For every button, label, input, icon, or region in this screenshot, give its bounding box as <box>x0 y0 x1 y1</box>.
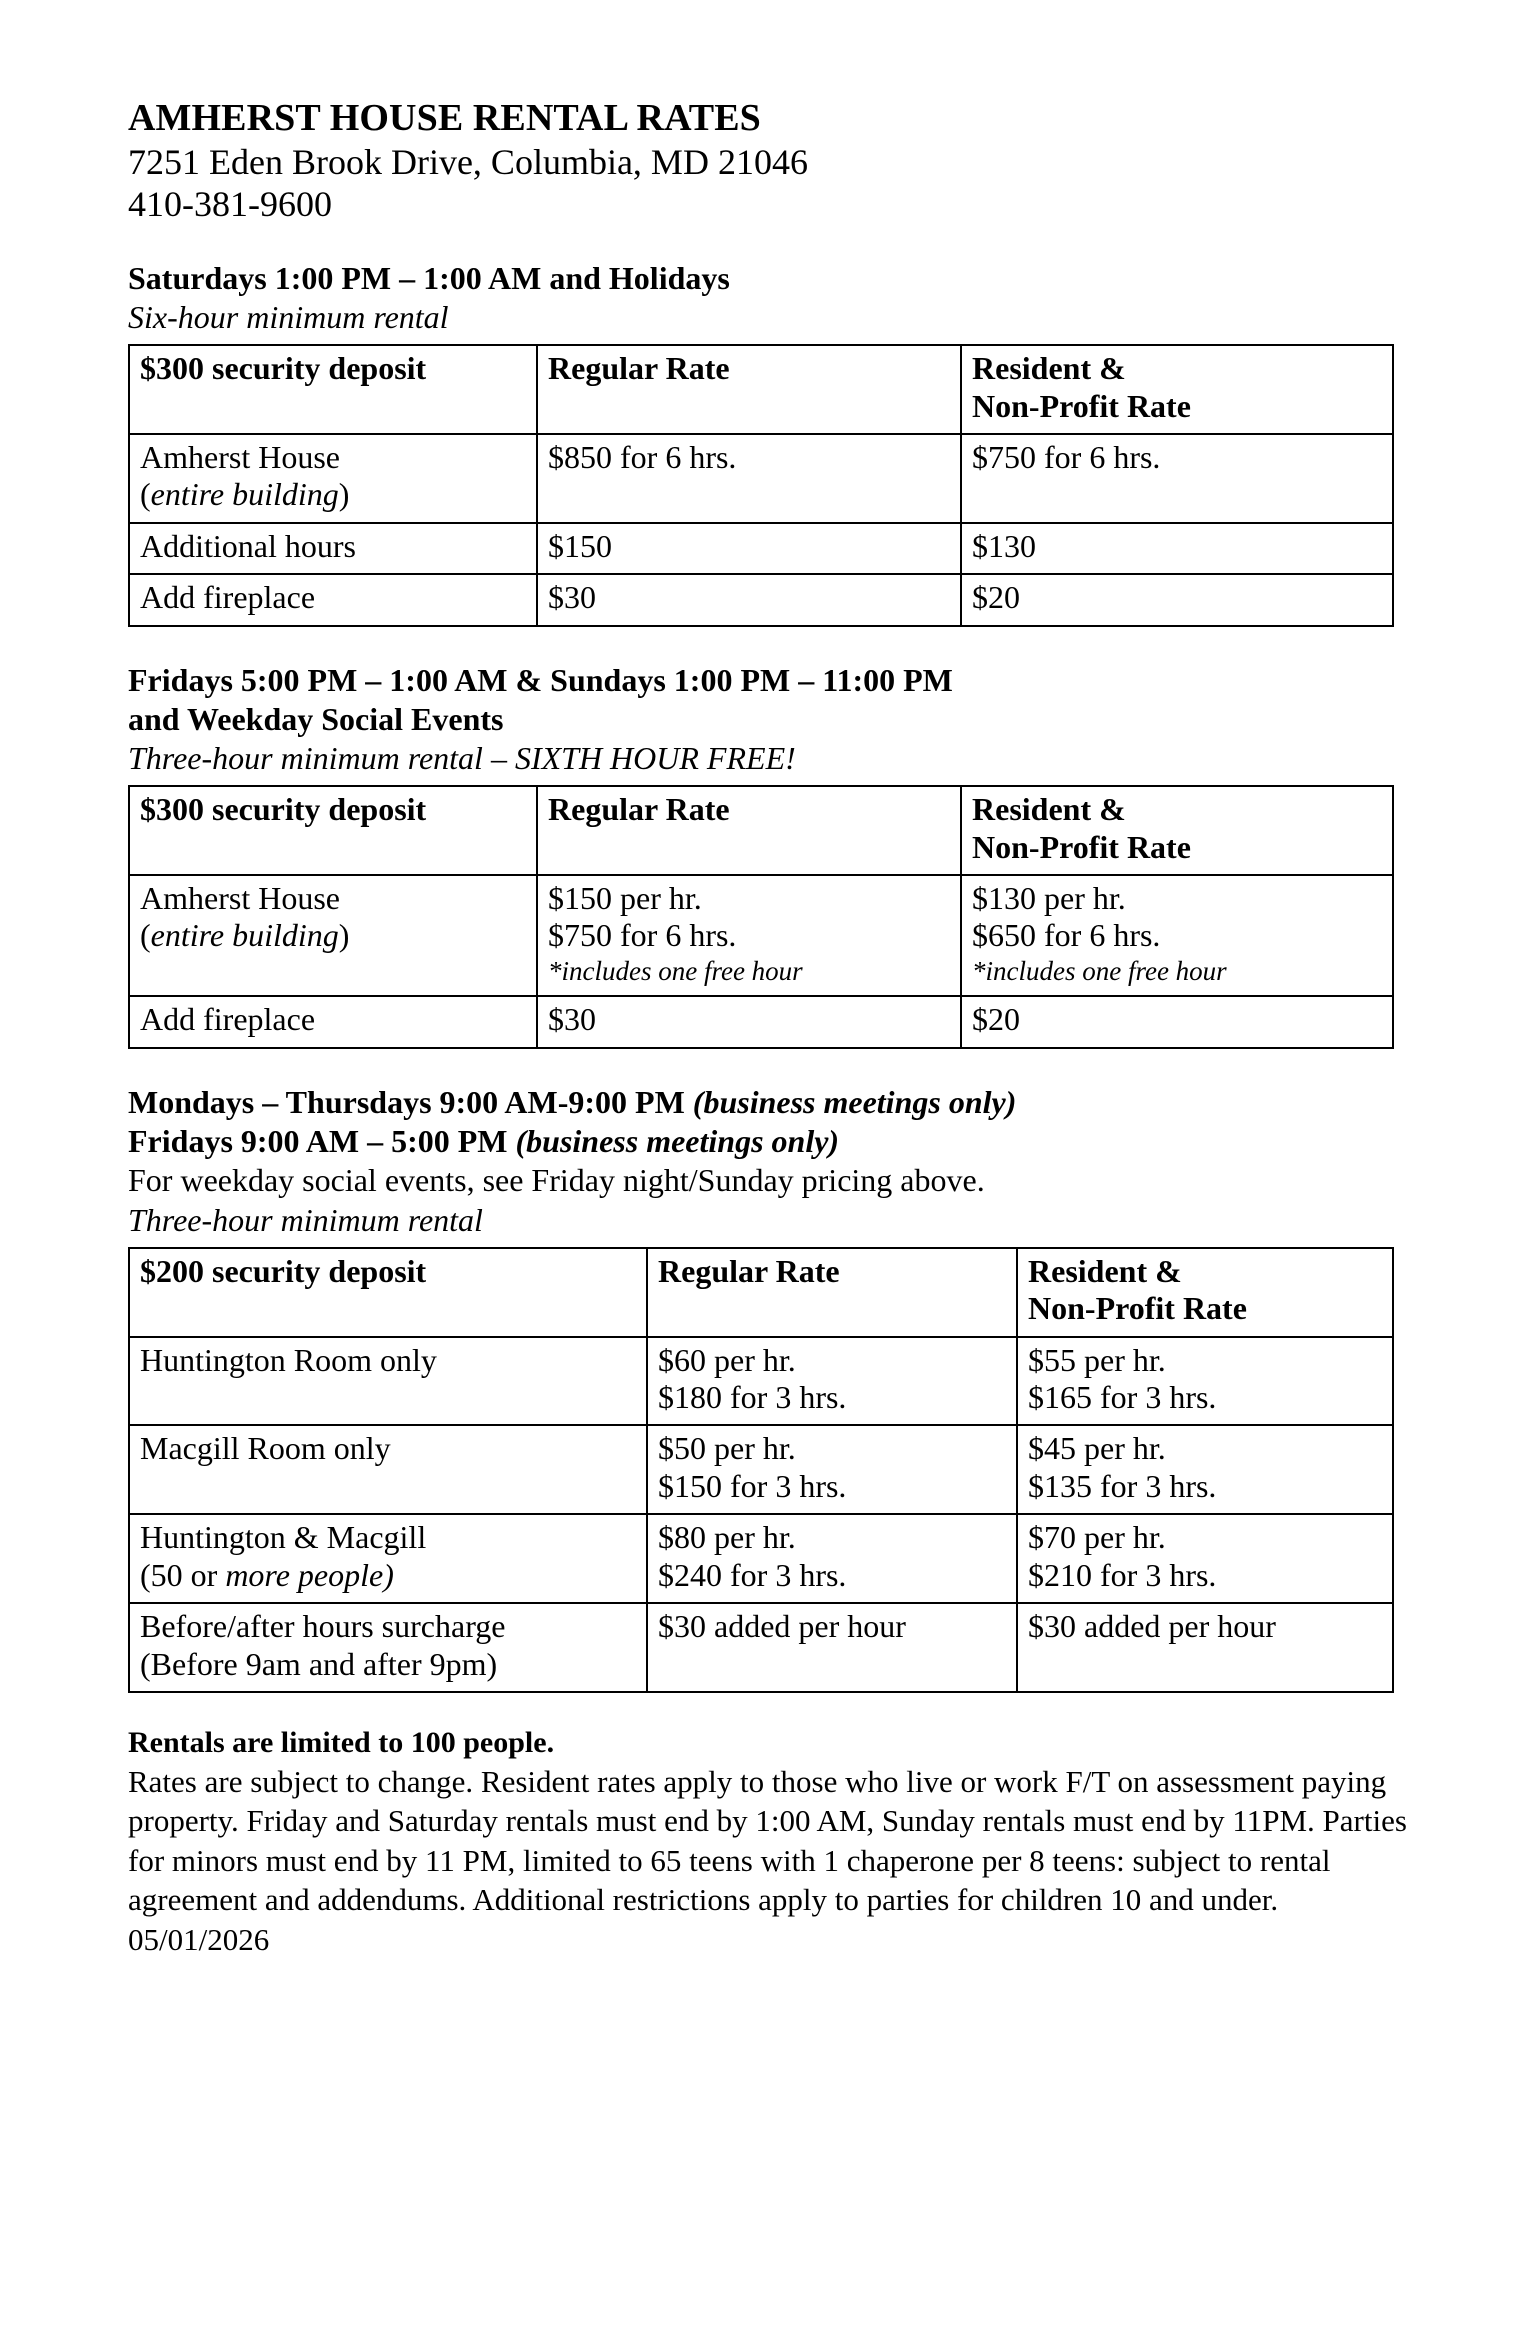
cell-regular-rate <box>647 1337 1017 1426</box>
table-row <box>129 1425 1393 1514</box>
cell-regular-line1: $60 per hr. <box>658 1341 796 1378</box>
cell-resident-line2: $135 for 3 hrs. <box>1028 1467 1217 1504</box>
heading-mon-thu-italic: (business meetings only) <box>692 1083 1017 1120</box>
section-heading-fridays-line2: and Weekday Social Events <box>128 701 504 738</box>
row-label-line2: (entire building) <box>140 917 350 954</box>
table-row <box>129 1603 1393 1692</box>
row-label-line1: Amherst House <box>140 438 340 475</box>
table-row <box>129 1514 1393 1603</box>
header-resident-line1: Resident & <box>972 350 1126 387</box>
rates-table-saturdays <box>128 344 1394 627</box>
row-label-amherst-house <box>129 875 537 996</box>
table-header-row <box>129 1248 1393 1337</box>
cell-regular-line2: $240 for 3 hrs. <box>658 1556 847 1593</box>
header-security-deposit: $300 security deposit <box>129 786 537 875</box>
section-heading-mon-thu <box>128 1083 1412 1122</box>
heading-fri-bold: Fridays 9:00 AM – 5:00 PM <box>128 1123 516 1160</box>
section-heading-fridays-line1: Fridays 5:00 PM – 1:00 AM & Sundays 1:00 PM – 11:00 PM <box>128 661 953 698</box>
cell-resident-line1: $45 per hr. <box>1028 1430 1166 1467</box>
cell-resident-rate: $20 <box>961 996 1393 1047</box>
cell-regular-rate: $30 <box>537 996 961 1047</box>
cell-regular-rate: $30 <box>537 574 961 625</box>
table-row <box>129 875 1393 996</box>
row-label-line1: Huntington & Macgill <box>140 1519 427 1556</box>
cell-resident-rate <box>961 434 1393 523</box>
header-security-deposit: $300 security deposit <box>129 345 537 434</box>
row-label-line2-italic: entire building <box>150 917 339 954</box>
header-resident-line2: Non-Profit Rate <box>972 387 1191 424</box>
cell-regular-line1: $50 per hr. <box>658 1430 796 1467</box>
header-resident-line2: Non-Profit Rate <box>972 828 1191 865</box>
cell-regular-line1: $80 per hr. <box>658 1519 796 1556</box>
cell-resident-note: *includes one free hour <box>972 955 1227 986</box>
cell-regular-rate <box>537 434 961 523</box>
table-row <box>129 996 1393 1047</box>
cell-resident-rate <box>1017 1337 1393 1426</box>
cell-resident-line2: $650 for 6 hrs. <box>972 917 1161 954</box>
header-resident-line1: Resident & <box>1028 1252 1182 1289</box>
revision-date: 05/01/2026 <box>128 1921 270 1957</box>
venue-address: 7251 Eden Brook Drive, Columbia, MD 21046 <box>128 141 808 182</box>
cell-resident-line1: $30 added per hour <box>1028 1608 1276 1645</box>
cell-resident-line1: $70 per hr. <box>1028 1519 1166 1556</box>
row-label-line2-prefix: (50 or <box>140 1556 226 1593</box>
cell-resident-rate: $130 <box>961 523 1393 574</box>
cell-regular-rate <box>537 875 961 996</box>
rates-table-fridays-sundays <box>128 785 1394 1049</box>
table-row <box>129 434 1393 523</box>
section-saturdays-holidays <box>128 259 1412 627</box>
row-label-amherst-house <box>129 434 537 523</box>
cell-regular-line1: $150 per hr. <box>548 879 702 916</box>
row-label-additional-hours: Additional hours <box>129 523 537 574</box>
cell-regular-line1: $30 added per hour <box>658 1608 906 1645</box>
header-resident-nonprofit-rate <box>1017 1248 1393 1337</box>
venue-phone: 410-381-9600 <box>128 183 332 224</box>
row-label-line2 <box>140 1557 638 1594</box>
table-header-row <box>129 345 1393 434</box>
row-label-add-fireplace: Add fireplace <box>129 574 537 625</box>
weekday-social-note: For weekday social events, see Friday night/Sunday pricing above. <box>128 1162 985 1199</box>
rates-table-rooms <box>128 1247 1394 1693</box>
row-label-line2: (Before 9am and after 9pm) <box>140 1645 498 1682</box>
cell-resident-rate <box>1017 1603 1393 1692</box>
cell-regular-note: *includes one free hour <box>548 955 803 986</box>
rental-limit-notice: Rentals are limited to 100 people. <box>128 1726 555 1760</box>
cell-regular-rate <box>647 1603 1017 1692</box>
cell-resident-line2: $210 for 3 hrs. <box>1028 1556 1217 1593</box>
row-label-macgill-room: Macgill Room only <box>129 1425 647 1514</box>
cell-resident-line2: $165 for 3 hrs. <box>1028 1379 1217 1416</box>
document-header <box>128 96 1412 225</box>
heading-fri-italic: (business meetings only) <box>515 1123 840 1160</box>
row-label-line1: Amherst House <box>140 879 340 916</box>
page-title: AMHERST HOUSE RENTAL RATES <box>128 97 761 139</box>
table-row <box>129 523 1393 574</box>
header-regular-rate: Regular Rate <box>537 345 961 434</box>
heading-mon-thu-bold: Mondays – Thursdays 9:00 AM-9:00 PM <box>128 1083 693 1120</box>
row-label-line2: (entire building) <box>140 476 350 513</box>
row-label-huntington-room: Huntington Room only <box>129 1337 647 1426</box>
row-label-line2-italic: entire building <box>150 476 339 513</box>
header-resident-line2: Non-Profit Rate <box>1028 1290 1247 1327</box>
cell-regular-line2: $150 for 3 hrs. <box>658 1467 847 1504</box>
row-label-line2-italic: more people) <box>225 1556 394 1593</box>
cell-regular-line1: $850 for 6 hrs. <box>548 438 737 475</box>
table-header-row <box>129 786 1393 875</box>
row-label-huntington-macgill <box>129 1514 647 1603</box>
header-resident-nonprofit-rate <box>961 786 1393 875</box>
section-note-saturdays: Six-hour minimum rental <box>128 299 449 336</box>
cell-resident-line1: $130 per hr. <box>972 879 1126 916</box>
section-heading-fridays-business <box>128 1122 1412 1161</box>
header-resident-nonprofit-rate <box>961 345 1393 434</box>
cell-regular-line2: $180 for 3 hrs. <box>658 1379 847 1416</box>
cell-regular-rate: $150 <box>537 523 961 574</box>
cell-resident-rate <box>961 875 1393 996</box>
cell-resident-rate <box>1017 1514 1393 1603</box>
header-regular-rate: Regular Rate <box>537 786 961 875</box>
header-regular-rate: Regular Rate <box>647 1248 1017 1337</box>
cell-regular-line2: $750 for 6 hrs. <box>548 917 737 954</box>
table-row <box>129 1337 1393 1426</box>
section-weekday-business <box>128 1083 1412 1693</box>
cell-regular-rate <box>647 1425 1017 1514</box>
section-note-weekday: Three-hour minimum rental <box>128 1202 483 1239</box>
row-label-before-after-hours <box>129 1603 647 1692</box>
section-note-fridays: Three-hour minimum rental – SIXTH HOUR FREE! <box>128 740 796 777</box>
table-row <box>129 574 1393 625</box>
cell-resident-line1: $55 per hr. <box>1028 1341 1166 1378</box>
header-security-deposit: $200 security deposit <box>129 1248 647 1337</box>
row-label-add-fireplace: Add fireplace <box>129 996 537 1047</box>
header-resident-line1: Resident & <box>972 791 1126 828</box>
cell-resident-rate: $20 <box>961 574 1393 625</box>
cell-regular-rate <box>647 1514 1017 1603</box>
section-fridays-sundays <box>128 661 1412 1049</box>
cell-resident-line1: $750 for 6 hrs. <box>972 438 1161 475</box>
cell-resident-rate <box>1017 1425 1393 1514</box>
footer-disclaimer <box>128 1723 1412 1959</box>
disclaimer-text: Rates are subject to change. Resident rates apply to those who live or work F/T on assessment paying property. Friday and Saturday rentals must end by 1:00 AM, Sunday rentals must end by 11PM. Parties for minors must end by 11 PM, limited to 65 teens with 1 chaperone per 8 teens: subject to rental agreement and addendums. Additional restrictions apply to parties for children 10 and under. <box>128 1764 1407 1918</box>
row-label-line1: Before/after hours surcharge <box>140 1608 506 1645</box>
section-heading-saturdays: Saturdays 1:00 PM – 1:00 AM and Holidays <box>128 260 730 297</box>
